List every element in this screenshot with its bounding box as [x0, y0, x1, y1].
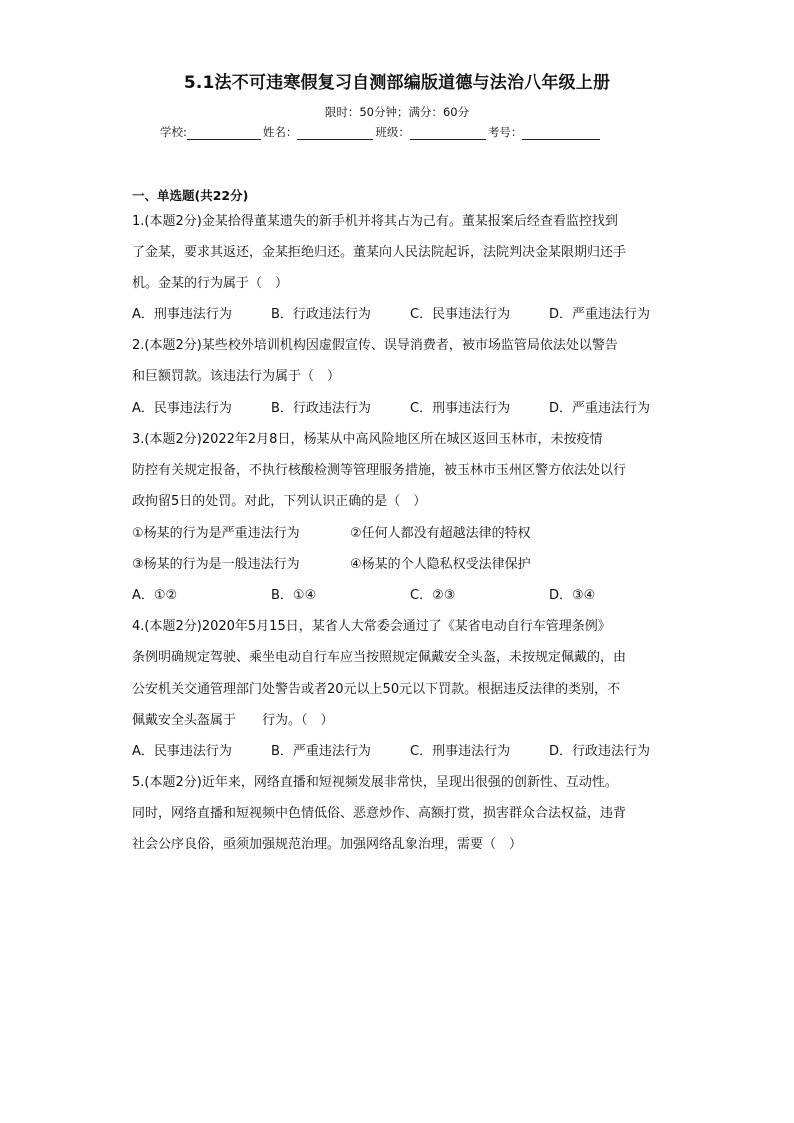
option-d[interactable]: D．严重违法行为 — [549, 307, 651, 322]
school-field[interactable] — [187, 127, 261, 140]
question-2-line: 2.(本题2分)某些校外培训机构因虚假宣传、误导消费者，被市场监管局依法处以警告 — [132, 338, 618, 353]
option-d[interactable]: D．③④ — [549, 588, 596, 603]
question-4-line: 4.(本题2分)2020年5月15日，某省人大常委会通过了《某省电动自行车管理条例》 — [132, 619, 611, 634]
option-b[interactable]: B．严重违法行为 — [271, 744, 371, 759]
statement-1: ①杨某的行为是严重违法行为 — [132, 526, 300, 541]
question-4-line: 条例明确规定驾驶、乘坐电动自行车应当按照规定佩戴安全头盔，未按规定佩戴的，由 — [132, 650, 627, 665]
option-c[interactable]: C．民事违法行为 — [410, 307, 511, 322]
question-3-line: 3.(本题2分)2022年2月8日，杨某从中高风险地区所在城区返回玉林市，未按疫情 — [132, 432, 603, 447]
option-d[interactable]: D．严重违法行为 — [549, 401, 651, 416]
time-score-info: 限时：50分钟；满分：60分 — [324, 105, 470, 119]
section-title: 一、单选题(共22分) — [132, 188, 249, 203]
option-b[interactable]: B．行政违法行为 — [271, 401, 371, 416]
question-4-line: 公安机关交通管理部门处警告或者20元以上50元以下罚款。根据违反法律的类别，不 — [132, 682, 621, 697]
statement-4: ④杨某的个人隐私权受法律保护 — [350, 557, 531, 572]
question-2-line: 和巨额罚款。该违法行为属于（ ） — [132, 369, 341, 384]
question-1-line: 了金某，要求其返还，金某拒绝归还。董某向人民法院起诉，法院判决金某限期归还手 — [132, 245, 627, 260]
question-4-line: 佩戴安全头盔属于 行为。（ ） — [132, 713, 334, 728]
name-label: 姓名： — [262, 125, 298, 139]
question-3-line: 政拘留5日的处罚。对此，下列认识正确的是（ ） — [132, 494, 427, 509]
option-b[interactable]: B．行政违法行为 — [271, 307, 371, 322]
option-d[interactable]: D．行政违法行为 — [549, 744, 651, 759]
question-5-line: 5.(本题2分)近年来，网络直播和短视频发展非常快，呈现出很强的创新性、互动性。 — [132, 775, 618, 790]
question-5-line: 同时，网络直播和短视频中色情低俗、恶意炒作、高额打赏，损害群众合法权益，违背 — [132, 806, 627, 821]
name-field[interactable] — [297, 127, 373, 140]
exam-number-field[interactable] — [522, 127, 600, 140]
statement-3: ③杨某的行为是一般违法行为 — [132, 557, 300, 572]
exam-number-label: 考号： — [487, 125, 523, 139]
option-c[interactable]: C．刑事违法行为 — [410, 401, 511, 416]
question-5-line: 社会公序良俗，亟须加强规范治理。加强网络乱象治理，需要（ ） — [132, 837, 523, 852]
option-a[interactable]: A．民事违法行为 — [132, 744, 232, 759]
student-info-row — [160, 124, 602, 140]
page-title: 5.1法不可违寒假复习自测部编版道德与法治八年级上册 — [183, 73, 611, 93]
class-label: 班级： — [375, 125, 410, 139]
option-b[interactable]: B．①④ — [271, 588, 317, 603]
option-a[interactable]: A．民事违法行为 — [132, 401, 232, 416]
statement-2: ②任何人都没有超越法律的特权 — [350, 526, 531, 541]
option-c[interactable]: C．刑事违法行为 — [410, 744, 511, 759]
class-field[interactable] — [410, 127, 486, 140]
question-1-line: 机。金某的行为属于（ ） — [132, 276, 289, 291]
question-1-line: 1.(本题2分)金某拾得董某遗失的新手机并将其占为己有。董某报案后经查看监控找到 — [132, 214, 618, 229]
question-3-line: 防控有关规定报备，不执行核酸检测等管理服务措施，被玉林市玉州区警方依法处以行 — [132, 463, 627, 478]
school-label: 学校: — [160, 125, 187, 139]
option-c[interactable]: C．②③ — [410, 588, 456, 603]
option-a[interactable]: A．①② — [132, 588, 178, 603]
option-a[interactable]: A．刑事违法行为 — [132, 307, 232, 322]
